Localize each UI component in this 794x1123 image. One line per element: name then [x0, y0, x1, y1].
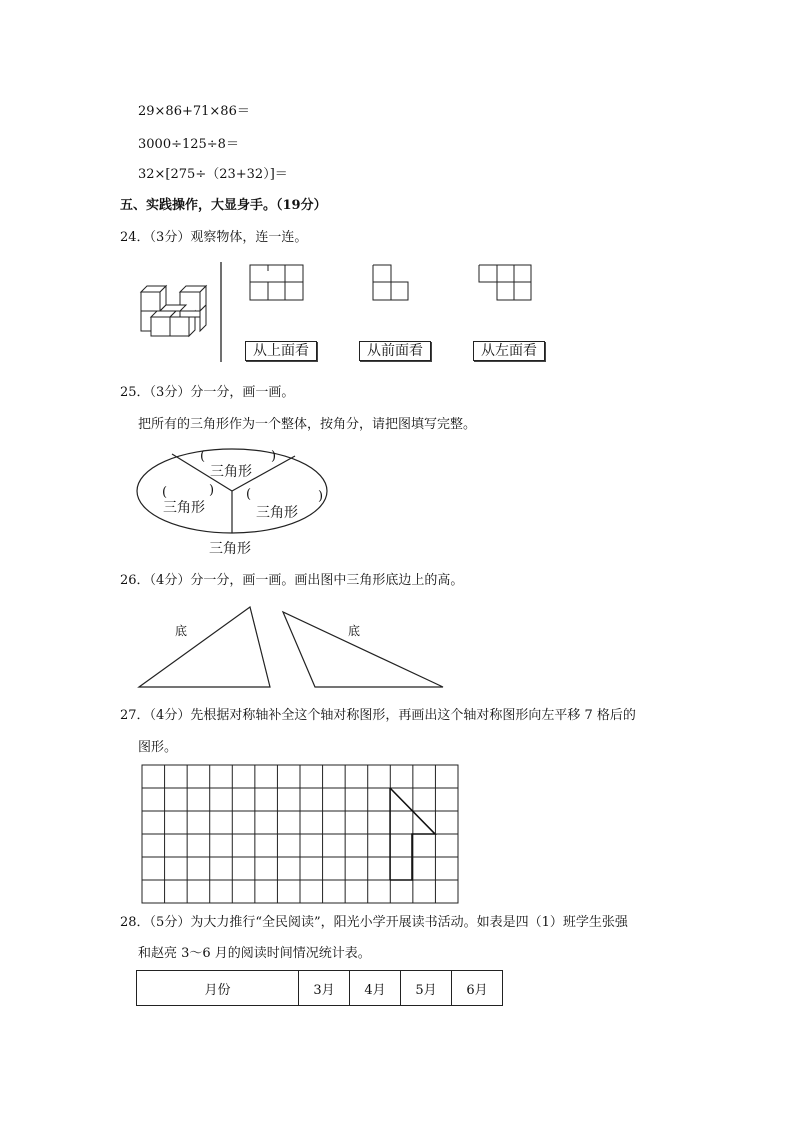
- q26-stem: 26．（4分）分一分，画一画。画出图中三角形底边上的高。: [120, 573, 464, 588]
- calc-line-3: 32×[275÷（23+32）]＝: [138, 167, 288, 182]
- view-label-left[interactable]: 从左面看: [473, 341, 545, 361]
- view-label-front[interactable]: 从前面看: [359, 341, 431, 361]
- q28-stem-line-1: 28．（5分）为大力推行“全民阅读”，阳光小学开展读书活动。如表是四（1）班学生张强: [120, 915, 628, 930]
- label-right: 三角形: [256, 505, 298, 521]
- view-figure-1: [250, 265, 303, 300]
- table-header-row: [137, 971, 503, 1006]
- calc-line-1: 29×86+71×86＝: [138, 104, 250, 119]
- paren-top-left[interactable]: (: [200, 449, 206, 464]
- q24-stem: 24．（3分）观察物体，连一连。: [120, 230, 308, 245]
- q25-stem: 25．（3分）分一分，画一画。: [120, 385, 295, 400]
- paren-top-right[interactable]: ): [271, 449, 277, 464]
- table-header-cell: 3月: [299, 971, 350, 1006]
- reading-time-table: [136, 970, 503, 1006]
- q25-instruction: 把所有的三角形作为一个整体，按角分，请把图填写完整。: [138, 417, 477, 432]
- q27-stem-line-1: 27．（4分）先根据对称轴补全这个轴对称图形，再画出这个轴对称图形向左平移 7 格后的: [120, 708, 636, 723]
- paren-left-right[interactable]: ): [209, 483, 215, 498]
- calc-line-2: 3000÷125÷8＝: [138, 137, 239, 152]
- view-figure-2: [373, 265, 408, 300]
- view-figure-3: [479, 265, 531, 300]
- label-left: 三角形: [163, 500, 205, 516]
- view-label-top[interactable]: 从上面看: [245, 341, 317, 361]
- label-top: 三角形: [210, 464, 252, 480]
- base-label-1: 底: [175, 624, 188, 638]
- label-bottom: 三角形: [209, 541, 251, 557]
- triangles-figure: [139, 607, 443, 687]
- paren-right-right[interactable]: ): [318, 489, 324, 504]
- base-label-2: 底: [348, 624, 361, 638]
- q28-stem-line-2: 和赵亮 3～6 月的阅读时间情况统计表。: [138, 946, 371, 961]
- table-header-cell: 月份: [137, 971, 299, 1006]
- paren-left-left[interactable]: (: [162, 485, 168, 500]
- table-header-cell: 6月: [452, 971, 503, 1006]
- table-header-cell: 4月: [350, 971, 401, 1006]
- table-header-cell: 5月: [401, 971, 452, 1006]
- section-title: 五、实践操作，大显身手。（19分）: [120, 198, 327, 213]
- q27-stem-line-2: 图形。: [138, 740, 178, 755]
- paren-right-left[interactable]: (: [246, 487, 252, 502]
- cube-stack-figure: [141, 286, 206, 336]
